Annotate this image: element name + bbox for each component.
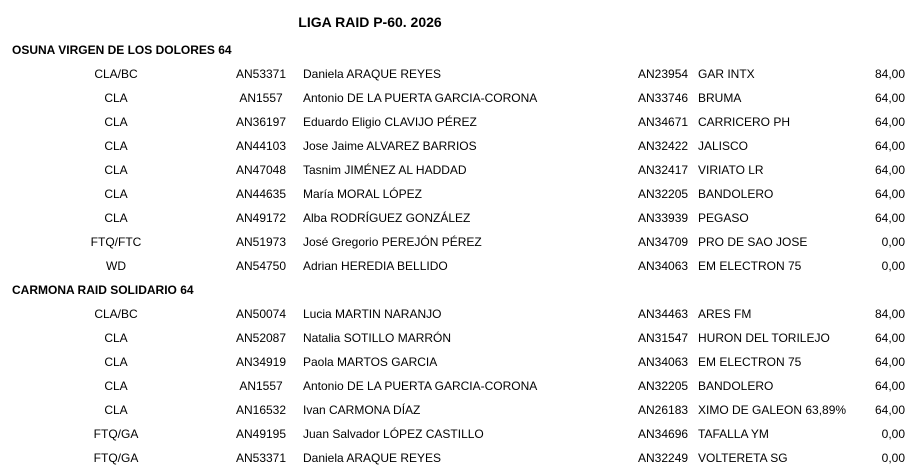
speed-cell: 64,00 [874,403,905,417]
table-row [0,158,915,182]
table-row [0,110,915,134]
rider-name-cell: Juan Salvador LÓPEZ CASTILLO [303,427,484,441]
rider-license-cell: AN49172 [235,211,287,225]
table-row [0,398,915,422]
table-row [0,302,915,326]
category-cell: CLA [104,403,128,417]
horse-name-cell: GAR INTX [698,67,755,81]
horse-name-cell: ARES FM [698,307,752,321]
rider-license-cell: AN53371 [235,67,287,81]
horse-license-cell: AN32205 [638,187,689,201]
rider-license-cell: AN16532 [235,403,287,417]
table-row [0,326,915,350]
table-row [0,230,915,254]
speed-cell: 64,00 [874,115,905,129]
rider-name-cell: Eduardo Eligio CLAVIJO PÉREZ [303,115,477,129]
rider-name-cell: Daniela ARAQUE REYES [303,67,442,81]
rider-license-cell: AN36197 [235,115,287,129]
horse-name-cell: EM ELECTRON 75 [698,355,802,369]
rider-name-cell: Lucia MARTIN NARANJO [303,307,442,321]
speed-cell: 84,00 [874,67,905,81]
table-row [0,374,915,398]
horse-name-cell: VIRIATO LR [698,163,764,177]
horse-license-cell: AN34696 [638,427,689,441]
horse-name-cell: TAFALLA YM [698,427,769,441]
rider-license-cell: AN51973 [235,235,287,249]
category-cell: CLA [104,115,128,129]
table-row [0,62,915,86]
rider-license-cell: AN49195 [235,427,287,441]
horse-license-cell: AN33746 [638,91,689,105]
category-cell: FTQ/GA [93,451,139,465]
horse-name-cell: HURON DEL TORILEJO [698,331,830,345]
category-cell: CLA [104,379,128,393]
table-row [0,182,915,206]
horse-license-cell: AN33939 [638,211,689,225]
horse-license-cell: AN31547 [638,331,689,345]
rider-license-cell: AN44103 [235,139,287,153]
speed-cell: 64,00 [874,211,905,225]
rider-name-cell: Daniela ARAQUE REYES [303,451,442,465]
speed-cell: 0,00 [881,427,905,441]
category-cell: CLA [104,211,128,225]
table-row [0,446,915,470]
rider-license-cell: AN52087 [235,331,287,345]
category-cell: WD [106,259,126,273]
horse-license-cell: AN32417 [638,163,689,177]
horse-license-cell: AN34671 [638,115,689,129]
horse-name-cell: BRUMA [698,91,742,105]
horse-name-cell: VOLTERETA SG [698,451,788,465]
horse-license-cell: AN34709 [638,235,689,249]
rider-name-cell: Antonio DE LA PUERTA GARCIA-CORONA [303,379,538,393]
speed-cell: 0,00 [881,235,905,249]
rider-name-cell: Adrian HEREDIA BELLIDO [303,259,448,273]
table-row [0,422,915,446]
speed-cell: 0,00 [881,451,905,465]
rider-name-cell: María MORAL LÓPEZ [303,187,422,201]
horse-license-cell: AN32249 [638,451,689,465]
rider-name-cell: Natalia SOTILLO MARRÓN [303,331,452,345]
category-cell: CLA [104,163,128,177]
table-row [0,206,915,230]
horse-license-cell: AN34463 [638,307,689,321]
rider-license-cell: AN1557 [239,379,283,393]
speed-cell: 64,00 [874,163,905,177]
horse-name-cell: BANDOLERO [698,187,774,201]
horse-name-cell: PEGASO [698,211,749,225]
speed-cell: 64,00 [874,355,905,369]
horse-license-cell: AN34063 [638,259,689,273]
speed-cell: 64,00 [874,331,905,345]
table-row [0,86,915,110]
team-header: CARMONA RAID SOLIDARIO 64 [12,283,194,297]
rider-license-cell: AN1557 [239,91,283,105]
horse-license-cell: AN23954 [638,67,689,81]
category-cell: CLA [104,91,128,105]
rider-name-cell: Ivan CARMONA DÍAZ [303,403,421,417]
category-cell: CLA [104,187,128,201]
speed-cell: 84,00 [874,307,905,321]
speed-cell: 64,00 [874,379,905,393]
speed-cell: 64,00 [874,139,905,153]
rider-license-cell: AN44635 [235,187,287,201]
speed-cell: 64,00 [874,91,905,105]
table-row [0,350,915,374]
rider-name-cell: José Gregorio PEREJÓN PÉREZ [303,235,482,249]
rider-license-cell: AN47048 [235,163,287,177]
rider-license-cell: AN53371 [235,451,287,465]
horse-license-cell: AN32422 [638,139,689,153]
horse-name-cell: EM ELECTRON 75 [698,259,802,273]
category-cell: FTQ/GA [93,427,139,441]
speed-cell: 0,00 [881,259,905,273]
category-cell: CLA [104,331,128,345]
category-cell: CLA [104,355,128,369]
horse-license-cell: AN34063 [638,355,689,369]
rider-name-cell: Alba RODRÍGUEZ GONZÁLEZ [303,211,471,225]
horse-license-cell: AN26183 [638,403,689,417]
table-row [0,134,915,158]
horse-license-cell: AN32205 [638,379,689,393]
rider-license-cell: AN50074 [235,307,287,321]
horse-name-cell: CARRICERO PH [698,115,791,129]
horse-name-cell: PRO DE SAO JOSE [698,235,808,249]
table-row [0,254,915,278]
rider-license-cell: AN34919 [235,355,287,369]
rider-name-cell: Paola MARTOS GARCIA [303,355,438,369]
horse-name-cell: JALISCO [698,139,749,153]
page-title: LIGA RAID P-60. 2026 [298,14,442,30]
category-cell: CLA/BC [94,307,138,321]
team-header: OSUNA VIRGEN DE LOS DOLORES 64 [12,43,232,57]
category-cell: CLA/BC [94,67,138,81]
horse-name-cell: BANDOLERO [698,379,774,393]
rider-name-cell: Jose Jaime ALVAREZ BARRIOS [303,139,477,153]
horse-name-cell: XIMO DE GALEON 63,89% [698,403,847,417]
speed-cell: 64,00 [874,187,905,201]
rider-license-cell: AN54750 [235,259,287,273]
category-cell: FTQ/FTC [90,235,142,249]
rider-name-cell: Antonio DE LA PUERTA GARCIA-CORONA [303,91,538,105]
rider-name-cell: Tasnim JIMÉNEZ AL HADDAD [303,163,467,177]
category-cell: CLA [104,139,128,153]
